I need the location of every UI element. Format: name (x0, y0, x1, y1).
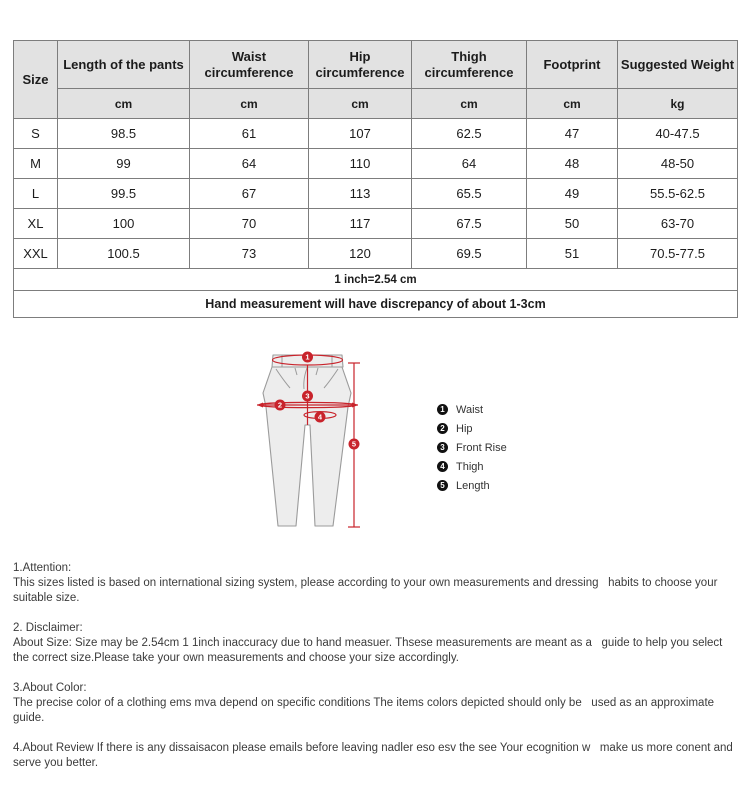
note-color-title: 3.About Color: (13, 682, 87, 694)
legend-badge-1: 1 (437, 404, 448, 415)
note-attention-body: This sizes listed is based on international sizing system, please according to your own measurements and dressing habits to choose your suitable size. (13, 577, 721, 604)
unit-cell: cm (527, 89, 618, 119)
legend-label: Hip (456, 422, 473, 435)
notes-section (13, 561, 739, 771)
value-cell: 51 (527, 239, 618, 269)
header-cell-length: Length of the pants (58, 41, 190, 89)
footnote-text: Hand measurement will have discrepancy of about 1-3cm (14, 291, 738, 318)
size-cell: M (14, 149, 58, 179)
value-cell: 120 (309, 239, 412, 269)
value-cell: 100.5 (58, 239, 190, 269)
value-cell: 107 (309, 119, 412, 149)
value-cell: 98.5 (58, 119, 190, 149)
table-row-xl (14, 209, 738, 239)
legend-item-front-rise (437, 438, 507, 457)
value-cell: 99.5 (58, 179, 190, 209)
legend-badge-3: 3 (437, 442, 448, 453)
table-footnote-discrepancy (14, 291, 738, 318)
value-cell: 40-47.5 (618, 119, 738, 149)
value-cell: 67 (190, 179, 309, 209)
header-cell-hip: Hip circumference (309, 41, 412, 89)
legend-badge-5: 5 (437, 480, 448, 491)
value-cell: 50 (527, 209, 618, 239)
value-cell: 113 (309, 179, 412, 209)
unit-cell: cm (412, 89, 527, 119)
value-cell: 100 (58, 209, 190, 239)
size-cell: S (14, 119, 58, 149)
legend-item-thigh (437, 457, 507, 476)
header-cell-waist: Waist circumference (190, 41, 309, 89)
value-cell: 117 (309, 209, 412, 239)
table-row-l (14, 179, 738, 209)
value-cell: 73 (190, 239, 309, 269)
unit-cell: cm (58, 89, 190, 119)
legend-label: Length (456, 479, 490, 492)
value-cell: 55.5-62.5 (618, 179, 738, 209)
header-cell-size: Size (14, 41, 58, 119)
legend-badge-4: 4 (437, 461, 448, 472)
value-cell: 99 (58, 149, 190, 179)
note-color (13, 681, 739, 726)
value-cell: 69.5 (412, 239, 527, 269)
value-cell: 67.5 (412, 209, 527, 239)
value-cell: 70.5-77.5 (618, 239, 738, 269)
legend-badge-2: 2 (437, 423, 448, 434)
legend-item-waist (437, 400, 507, 419)
value-cell: 62.5 (412, 119, 527, 149)
note-review (13, 741, 739, 771)
value-cell: 48 (527, 149, 618, 179)
note-disclaimer-title: 2. Disclaimer: (13, 622, 83, 634)
value-cell: 64 (190, 149, 309, 179)
table-footnote-inch (14, 269, 738, 291)
diagram-legend (437, 400, 507, 495)
value-cell: 64 (412, 149, 527, 179)
legend-item-hip (437, 419, 507, 438)
note-disclaimer-body: About Size: Size may be 2.54cm 1 1inch inaccuracy due to hand measuer. Thsese measurements are meant as a guide to help you select the correct size.Please take your own measurements and choose your size accordingly. (13, 637, 726, 664)
value-cell: 48-50 (618, 149, 738, 179)
size-cell: XL (14, 209, 58, 239)
header-cell-footprint: Footprint (527, 41, 618, 89)
header-cell-thigh: Thigh circumference (412, 41, 527, 89)
value-cell: 47 (527, 119, 618, 149)
unit-row (14, 89, 738, 119)
unit-cell: cm (309, 89, 412, 119)
measurement-diagram (0, 343, 750, 555)
header-row (14, 41, 738, 89)
size-chart-table (13, 40, 738, 318)
mark-4-badge: 4 (317, 412, 323, 422)
legend-item-length (437, 476, 507, 495)
value-cell: 49 (527, 179, 618, 209)
legend-label: Front Rise (456, 441, 507, 454)
value-cell: 65.5 (412, 179, 527, 209)
table-row-m (14, 149, 738, 179)
note-attention (13, 561, 739, 606)
mark-3-badge: 3 (305, 391, 310, 401)
legend-label: Thigh (456, 460, 484, 473)
legend-label: Waist (456, 403, 484, 416)
size-cell: XXL (14, 239, 58, 269)
table-row-s (14, 119, 738, 149)
pants-illustration-icon (250, 343, 365, 553)
mark-1-badge: 1 (305, 352, 310, 362)
mark-5-badge: 5 (351, 439, 357, 449)
value-cell: 110 (309, 149, 412, 179)
mark-2-badge: 2 (277, 400, 283, 410)
size-cell: L (14, 179, 58, 209)
table-row-xxl (14, 239, 738, 269)
note-review-body: 4.About Review If there is any dissaisacon please emails before leaving nadler eso esv the see Your ecognition w make us more conent and serve you better. (13, 742, 737, 769)
value-cell: 70 (190, 209, 309, 239)
value-cell: 61 (190, 119, 309, 149)
note-disclaimer (13, 621, 739, 666)
unit-cell: cm (190, 89, 309, 119)
header-cell-weight: Suggested Weight (618, 41, 738, 89)
value-cell: 63-70 (618, 209, 738, 239)
note-attention-title: 1.Attention: (13, 562, 72, 574)
unit-cell: kg (618, 89, 738, 119)
note-color-body: The precise color of a clothing ems mva depend on specific conditions The items colors depicted should only be used as an approximate guide. (13, 697, 718, 724)
footnote-text: 1 inch=2.54 cm (14, 269, 738, 291)
